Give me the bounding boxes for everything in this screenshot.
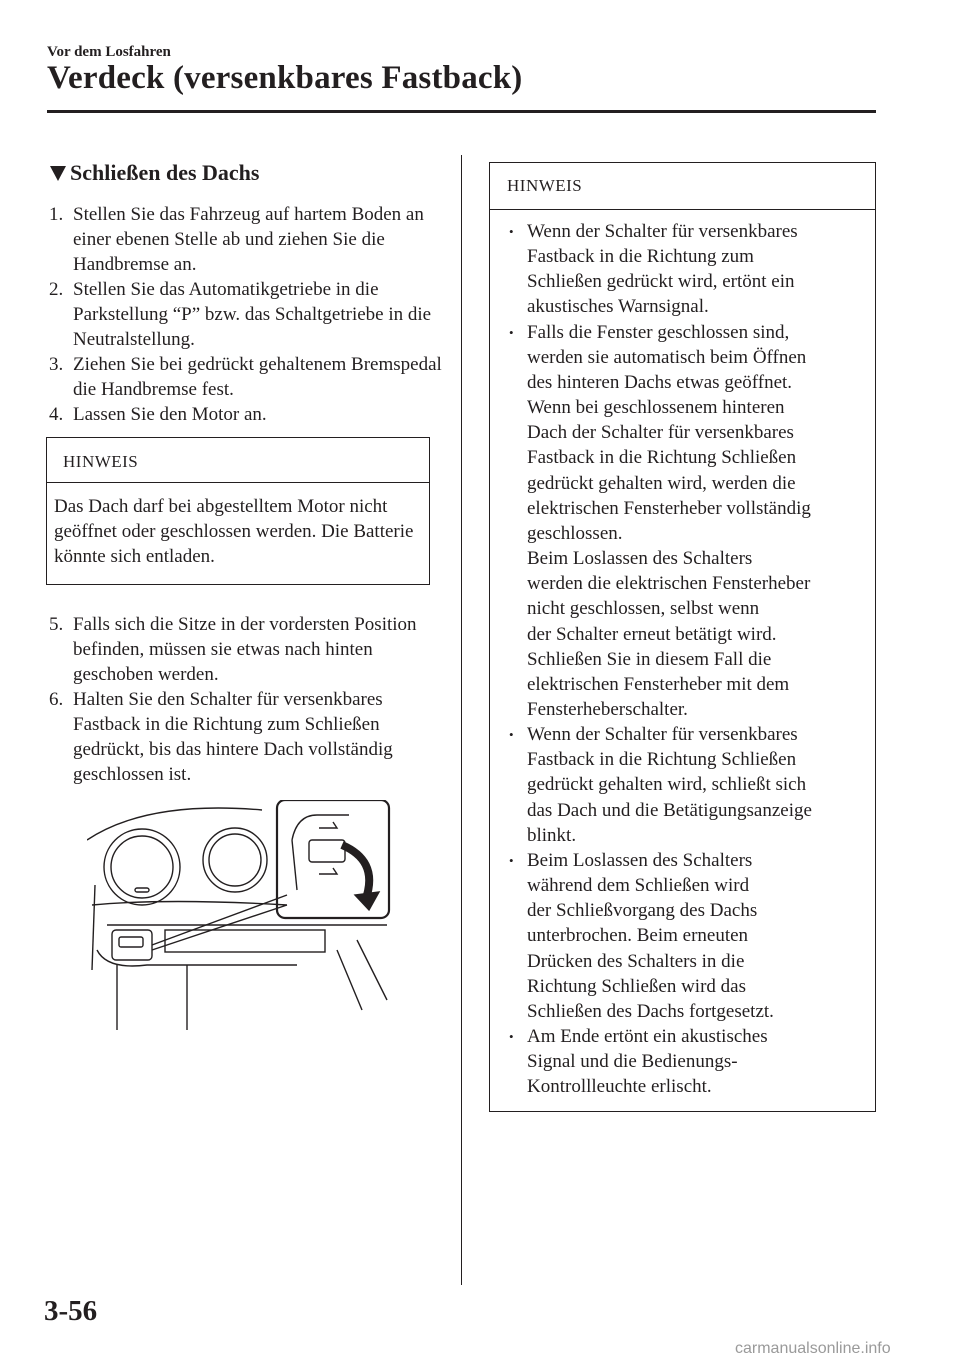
list-item — [490, 722, 869, 848]
note-line: Wenn der Schalter für versenkbares — [527, 724, 798, 746]
note-text: Das Dach darf bei abgestelltem Motor nicht geöffnet oder geschlossen werden. Die Batterie könnte sich entladen. — [54, 496, 414, 567]
step-number: 2. — [49, 279, 64, 300]
list-item — [49, 277, 449, 352]
list-item — [490, 1024, 869, 1099]
note-line: geschlossen. — [527, 522, 623, 544]
page-title: Verdeck (versenkbares Fastback) — [47, 60, 523, 96]
steps-list-2 — [49, 612, 449, 787]
note-line: Falls die Fenster geschlossen sind, — [527, 321, 790, 343]
note-line: akustisches Warnsignal. — [527, 296, 709, 318]
note-line: Kontrollleuchte erlischt. — [527, 1076, 712, 1098]
list-item — [490, 219, 869, 320]
note-label: HINWEIS — [47, 438, 429, 483]
page-number: 3-56 — [44, 1295, 98, 1327]
step-number: 4. — [49, 404, 64, 425]
note-line: Beim Loslassen des Schalters — [527, 849, 753, 871]
step-number: 5. — [49, 614, 64, 635]
note-line: werden sie automatisch beim Öffnen — [527, 346, 807, 368]
note-line: Schließen gedrückt wird, ertönt ein — [527, 271, 795, 293]
list-item — [49, 687, 449, 787]
note-line: Drücken des Schalters in die — [527, 950, 745, 972]
note-line: Schließen des Dachs fortgesetzt. — [527, 1000, 774, 1022]
note-line: elektrischen Fensterheber vollständig — [527, 497, 811, 519]
note-line: Am Ende ertönt ein akustisches — [527, 1026, 768, 1047]
note-line: Dach der Schalter für versenkbares — [527, 422, 794, 444]
section-heading — [50, 160, 259, 186]
list-item — [490, 320, 869, 723]
steps-list-1 — [49, 202, 449, 427]
note-line: der Schließvorgang des Dachs — [527, 900, 758, 922]
note-line: werden die elektrischen Fensterheber — [527, 573, 811, 595]
list-item — [49, 402, 449, 427]
section-kicker: Vor dem Losfahren — [47, 44, 171, 60]
note-box-closing — [489, 162, 876, 1112]
step-text: Falls sich die Sitze in der vordersten Position befinden, müssen sie etwas nach hinten geschoben werden. — [73, 614, 417, 685]
step-text: Stellen Sie das Fahrzeug auf hartem Boden an einer ebenen Stelle ab und ziehen Sie die Handbremse an. — [73, 204, 424, 275]
triangle-down-icon — [50, 166, 66, 181]
note-box-engine — [46, 437, 430, 585]
section-heading-text: Schließen des Dachs — [70, 160, 260, 185]
roof-switch-illustration — [87, 800, 397, 1030]
note-line: Fastback in die Richtung zum — [527, 246, 754, 268]
watermark: carmanualsonline.info — [735, 1340, 891, 1357]
note-line: das Dach und die Betätigungsanzeige — [527, 799, 812, 821]
list-item — [49, 202, 449, 277]
note-line: gedrückt gehalten wird, werden die — [527, 472, 796, 494]
note-line: Wenn bei geschlossenem hinteren — [527, 397, 785, 419]
note-line: unterbrochen. Beim erneuten — [527, 925, 749, 947]
note-line: der Schalter erneut betätigt wird. — [527, 623, 777, 645]
title-rule — [47, 110, 876, 113]
step-text: Ziehen Sie bei gedrückt gehaltenem Bremspedal die Handbremse fest. — [73, 354, 442, 400]
note-line: Signal und die Bedienungs- — [527, 1051, 738, 1073]
note-line: während dem Schließen wird — [527, 875, 750, 897]
step-number: 3. — [49, 354, 64, 375]
note-line: nicht geschlossen, selbst wenn — [527, 598, 760, 620]
step-text: Stellen Sie das Automatikgetriebe in die Parkstellung “P” bzw. das Schaltgetriebe in die Neutralstellung. — [73, 279, 432, 350]
note-line: Fastback in die Richtung Schließen — [527, 749, 797, 771]
note-line: blinkt. — [527, 824, 577, 846]
column-divider — [461, 155, 462, 1285]
note-line: elektrischen Fensterheber mit dem — [527, 673, 790, 695]
note-line: gedrückt gehalten wird, schließt sich — [527, 774, 807, 796]
note-bullet-list — [490, 210, 875, 1099]
note-line: Fastback in die Richtung Schließen — [527, 447, 797, 469]
list-item — [490, 848, 869, 1024]
note-line: Richtung Schließen wird das — [527, 975, 746, 997]
note-label: HINWEIS — [490, 163, 875, 210]
note-line: Beim Loslassen des Schalters — [527, 548, 753, 570]
step-text: Halten Sie den Schalter für versenkbares Fastback in die Richtung zum Schließen gedrückt, bis das hintere Dach vollständig geschlossen ist. — [73, 689, 393, 785]
note-line: Schließen Sie in diesem Fall die — [527, 648, 772, 670]
step-text: Lassen Sie den Motor an. — [73, 404, 267, 425]
note-line: Wenn der Schalter für versenkbares — [527, 221, 798, 242]
note-line: Fensterheberschalter. — [527, 698, 688, 720]
list-item — [49, 352, 449, 402]
step-number: 1. — [49, 204, 64, 225]
list-item — [49, 612, 449, 687]
step-number: 6. — [49, 689, 64, 710]
note-line: des hinteren Dachs etwas geöffnet. — [527, 371, 793, 393]
